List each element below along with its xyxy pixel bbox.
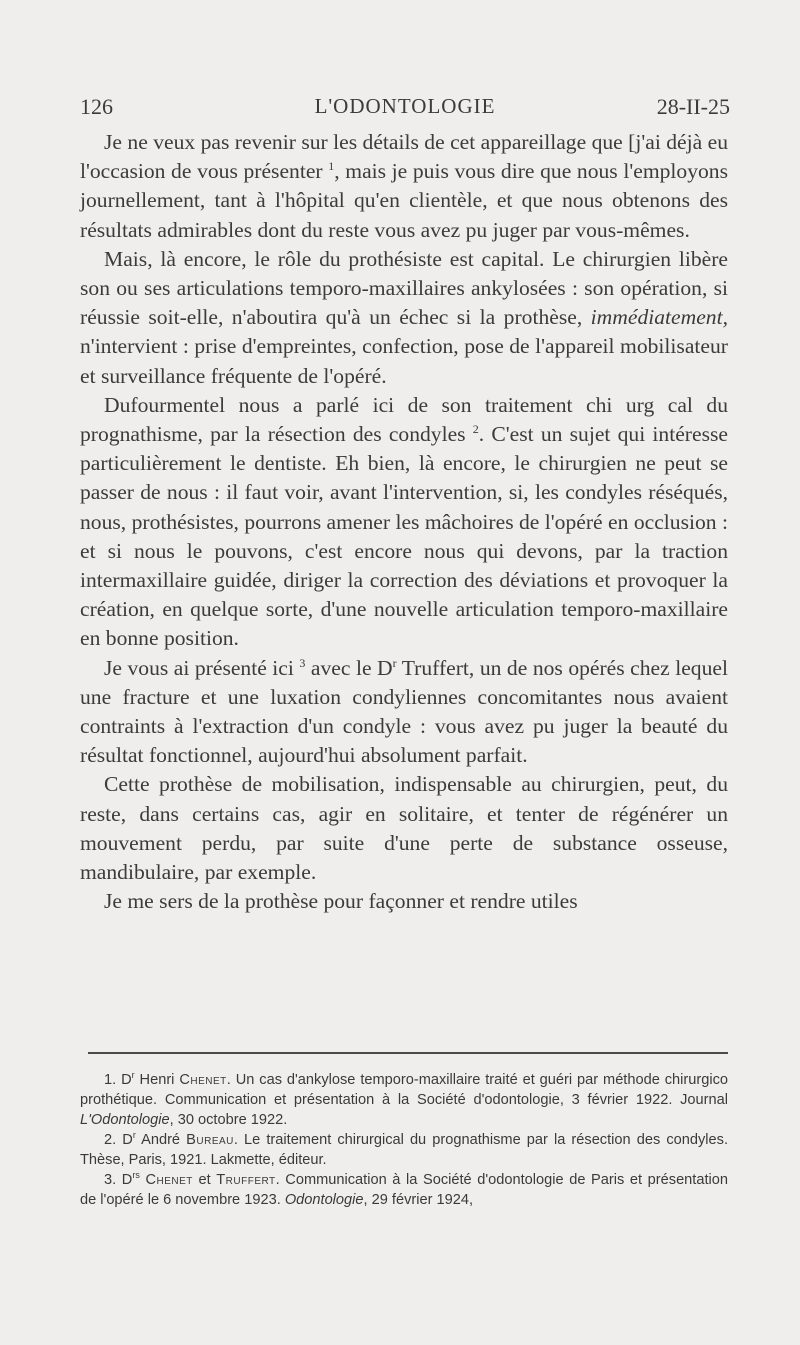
emphasis: immédiatement,: [590, 305, 728, 330]
paragraph-5: Cette prothèse de mobilisation, indispensable au chirurgien, peut, du reste, dans certains cas, agir en solitaire, et tenter de régénérer un mouvement perdu, par suite d'une perte de substance osseuse, mandibulaire, par exemple.: [80, 772, 728, 885]
paragraph-4: Je vous ai présenté ici $^3$ avec le $D^r$ Truffert, un de nos opérés chez lequel une fracture et une luxation condyliennes concomitantes nous avaient contraints à l'extraction d'un condyle : vous avez pu juger la beauté du résultat fonctionnel, aujourd'hui absolument parfait.: [80, 655, 728, 768]
body-text: [80, 128, 728, 916]
paragraph-6: Je me sers de la prothèse pour façonner et rendre utiles: [104, 889, 578, 914]
footnote-ref-2: 2: [472, 421, 479, 436]
paragraph-3: Dufourmentel nous a parlé ici de son traitement chi urg cal du prognathisme, par la résection des condyles $^2$. C'est un sujet qui intéresse particulièrement le dentiste. Eh bien, là encore, le chirurgien ne peut se passer de nous : il faut voir, avant l'intervention, si, les condyles réséqués, nous, prothésistes, pourrons amener les mâchoires de l'opéré en occlusion : et si nous le pouvons, c'est encore nous qui devons, par la traction intermaxillaire guidée, diriger la correction des déviations et provoquer la création, en quelque sorte, d'une nouvelle articulation temporo-maxillaire en bonne position.: [80, 392, 728, 651]
paragraph-1: Je ne veux pas revenir sur les détails de cet appareillage que [j'ai déjà eu l'occasion de vous présenter $^1$, mais je puis vous dire que nous l'employons journellement, tant à l'hôpital qu'en clientèle, et que nous obtenons des résultats admirables dont du reste vous avez pu juger par vous-mêmes.: [80, 130, 728, 242]
paragraph-2: Mais, là encore, le rôle du prothésiste est capital. Le chirurgien libère son ou ses articulations temporo-maxillaires ankylosées : son opération, si réussie soit-elle, n'aboutira qu'à un échec si la prothèse, immédiatement, n'intervient : prise d'empreintes, confection, pose de l'appareil mobilisateur et surveillance fréquente de l'opéré.: [80, 246, 728, 388]
footnote-2: 2. $D^r$ André Bureau. Le traitement chirurgical du prognathisme par la résection des condyles. Thèse, Paris, 1921. Lakmette, éditeur.: [80, 1130, 728, 1168]
footnotes: [80, 1070, 728, 1210]
journal-title: L'ODONTOLOGIE: [314, 94, 496, 118]
footnote-ref-3: 3: [299, 655, 306, 670]
footnote-1: 1. $D^r$ Henri Chenet. Un cas d'ankylose temporo-maxillaire traité et guéri par méthode chirurgico prothétique. Communication et présentation à la Société d'odontologie, 3 février 1922. Journal L'Odontologie, 30 octobre 1922.: [80, 1070, 728, 1128]
footnote-ref-1: 1: [328, 159, 335, 174]
page-number: 126: [80, 94, 113, 119]
issue-date: 28-II-25: [656, 94, 730, 119]
footnote-divider: [88, 1052, 728, 1054]
page-header: [80, 94, 730, 124]
footnote-3: 3. $D^{rs}$ Chenet et Truffert. Communication à la Société d'odontologie de Paris et présentation de l'opéré le 6 novembre 1923. Odontologie, 29 février 1924,: [80, 1170, 728, 1208]
